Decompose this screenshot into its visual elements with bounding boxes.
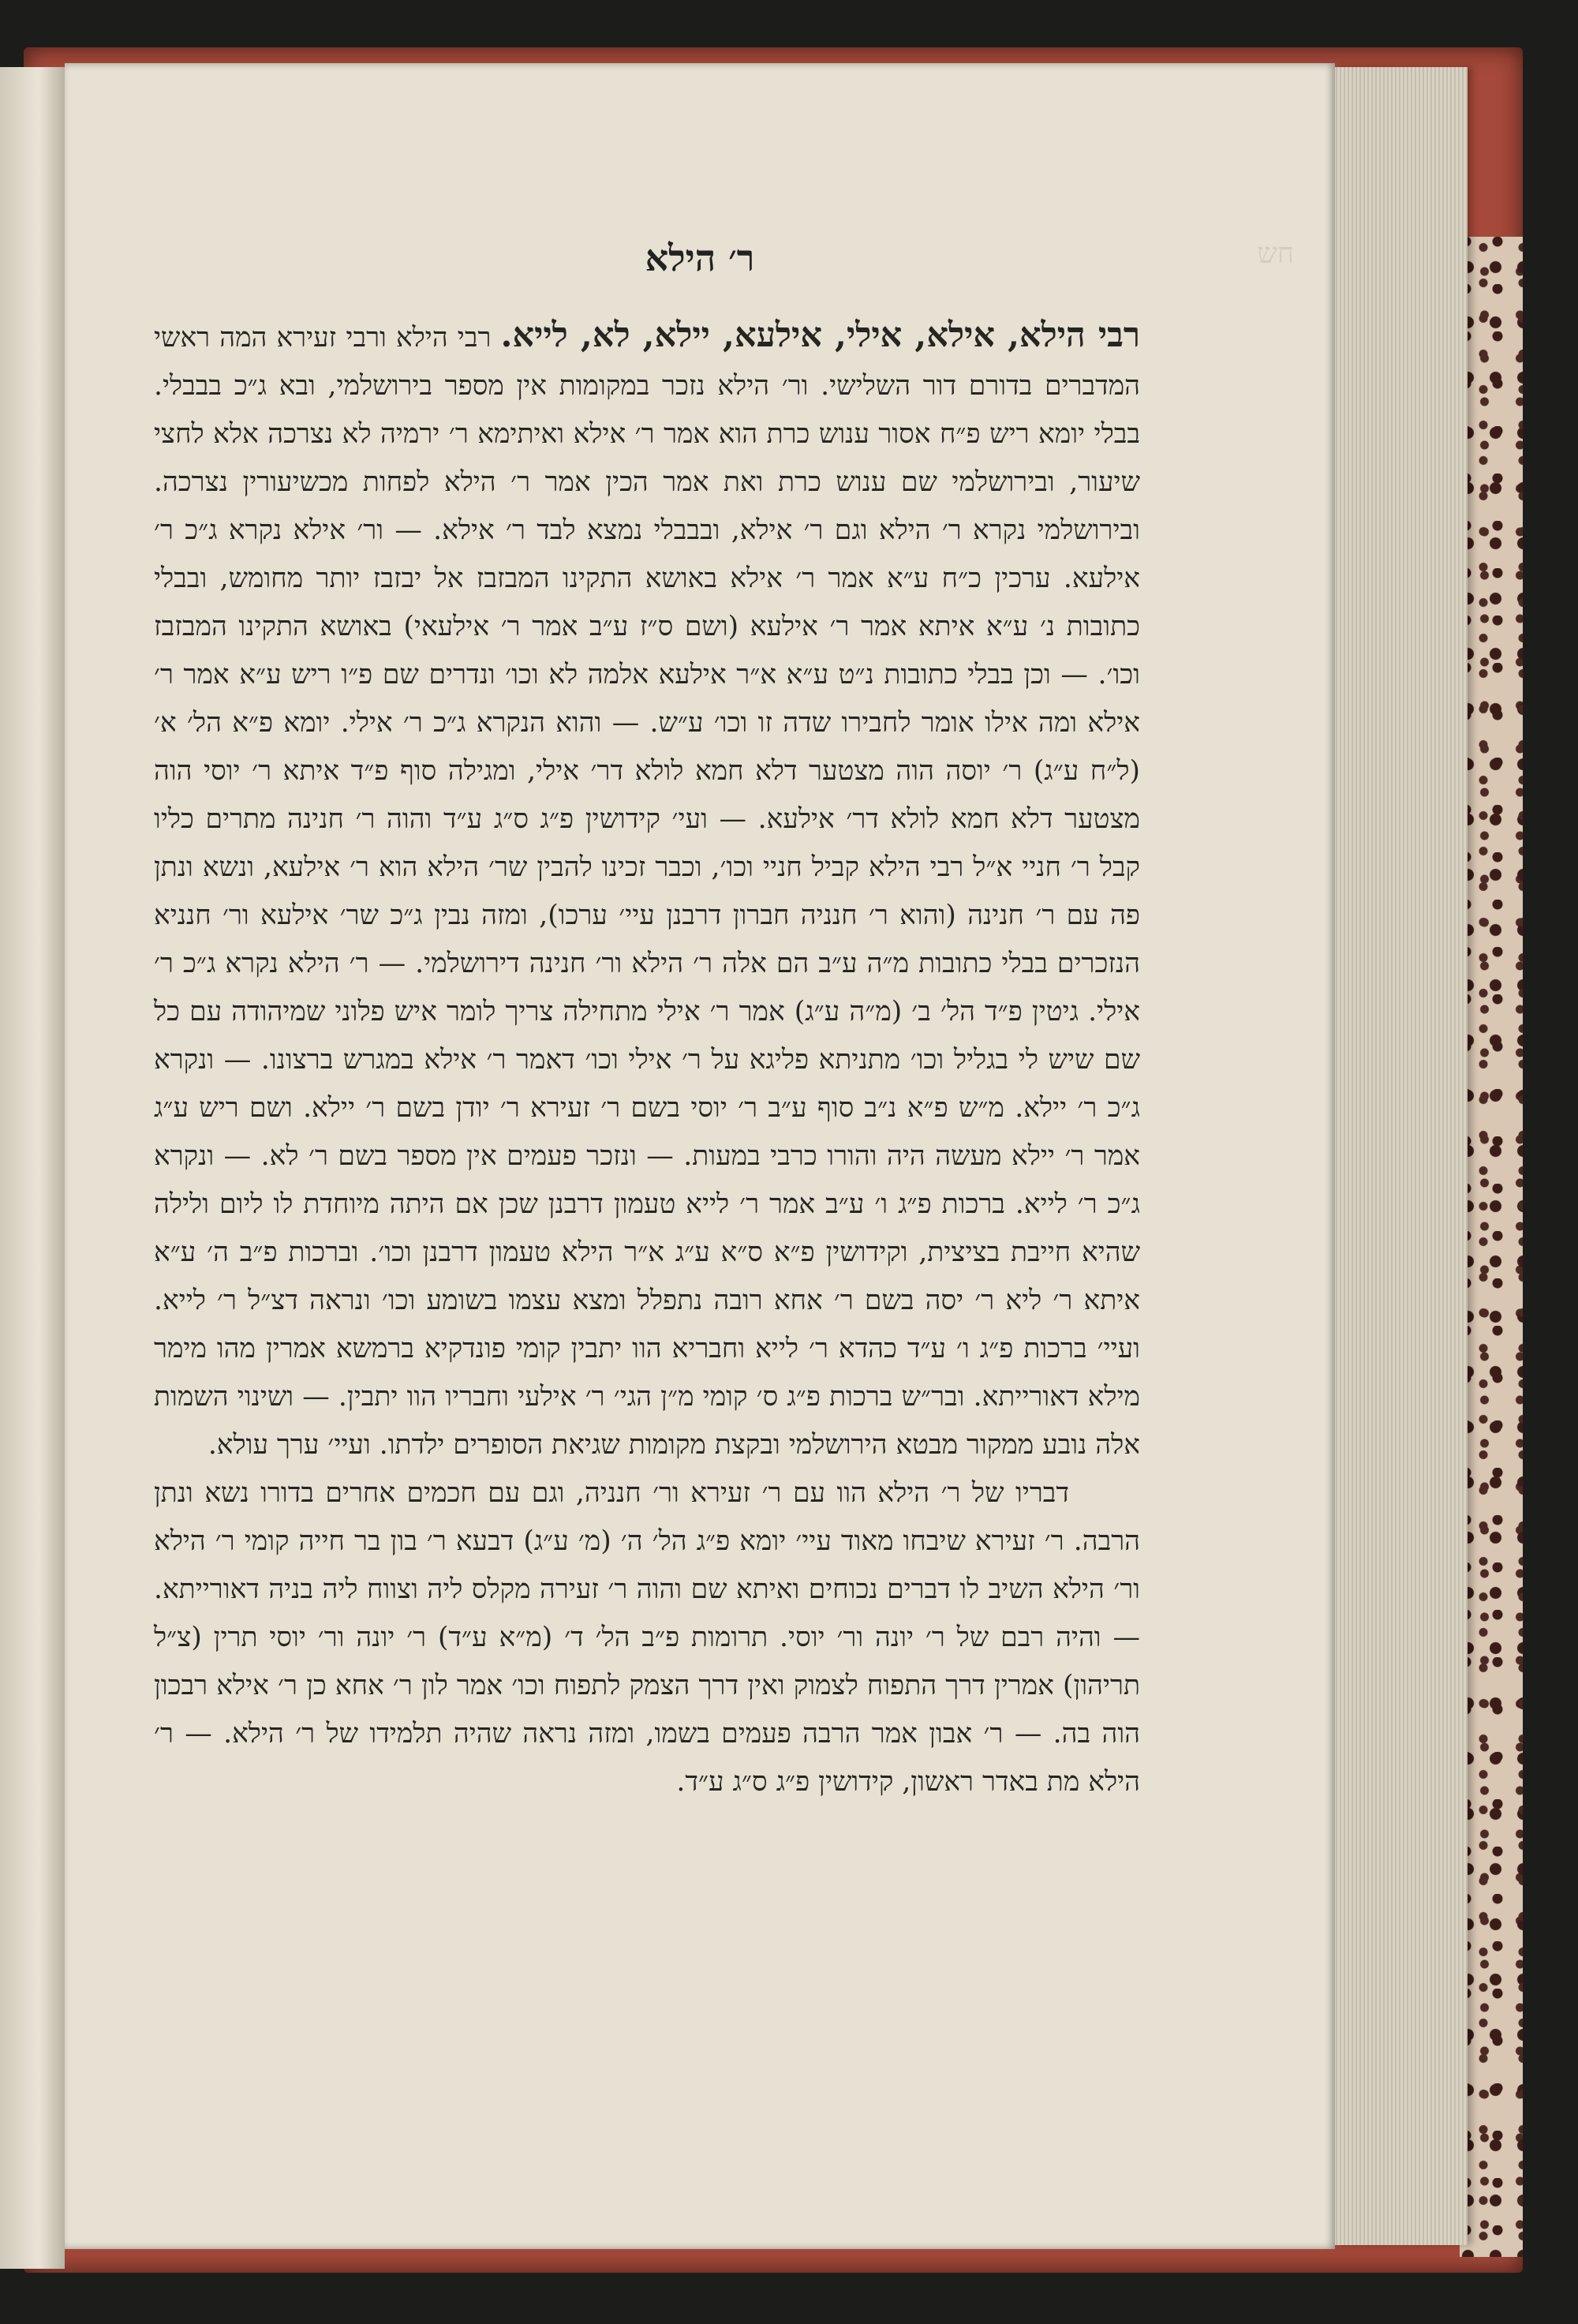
paragraph-2: דבריו של ר׳ הילא הוו עם ר׳ זעירא ור׳ חנניה, וגם עם חכמים אחרים בדורו נשא ונתן הרבה. ר׳ זעירא שיבחו מאוד עיי׳ יומא פ״ג הל׳ ה׳ (מ׳ ע״ג) דבעא ר׳ בון בר חייה קומי ר׳ הילא ור׳ הילא השיב לו דברים נכוחים ואיתא שם והוה ר׳ זעירה מקלס ליה וצווח ליה בניה דאורייתא. — והיה רבם של ר׳ יונה ור׳ יוסי. תרומות פ״ב הל׳ ד׳ (מ״א ע״ד) ר׳ יונה ור׳ יוסי תרין (צ״ל תריהון) אמרין דרך התפוח לצמוק ואין דרך הצמק לתפוח וכו׳ אמר לון ר׳ אחא כן ר׳ אילא רבכון הוה בה. — ר׳ אבון אמר הרבה פעמים בשמו, ומזה נראה שהיה תלמידו של ר׳ הילא. — ר׳ הילא מת באדר ראשון, קידושין פ״ג ס״ג ע״ד. (154, 1477, 1140, 1798)
headword: רבי הילא, אילא, אילי, אילעא, יילא, לא, לייא. (500, 316, 1140, 355)
article-body (154, 312, 1140, 1806)
left-page-edge (0, 67, 65, 2269)
bleed-through-text: חש (1257, 238, 1294, 270)
cover-marbled-edge (1460, 237, 1523, 2257)
page-block-edges (1333, 67, 1468, 2245)
running-head: ר׳ הילא (645, 237, 755, 279)
paragraph-1-text: רבי הילא ורבי זעירא המה ראשי המדברים בדורם דור השלישי. ור׳ הילא נזכר במקומות אין מספר בירושלמי, ובא ג״כ בבבלי. בבלי יומא ריש פ״ח אסור ענוש כרת הוא אמר ר׳ אילא ואיתימא ר׳ ירמיה לא נצרכה אלא לחצי שיעור, ובירושלמי שם ענוש כרת ואת אמר הכין אמר ר׳ הילא לפחות מכשיעורין נצרכה. ובירושלמי נקרא ר׳ הילא וגם ר׳ אילא, ובבבלי נמצא לבד ר׳ אילא. — ור׳ אילא נקרא ג״כ ר׳ אילעא. ערכין כ״ח ע״א אמר ר׳ אילא באושא התקינו המבזבז אל יבזבז יותר מחומש, ובבלי כתובות נ׳ ע״א איתא אמר ר׳ אילעא (ושם ס״ז ע״ב אמר ר׳ אילעאי) באושא התקינו המבזבז וכו׳. — וכן בבלי כתובות נ״ט ע״א א״ר אילעא אלמה לא וכו׳ ונדרים שם פ״ו ריש ע״א אמר ר׳ אילא ומה אילו אומר לחבירו שדה זו וכו׳ ע״ש. — והוא הנקרא ג״כ ר׳ אילי. יומא פ״א הל׳ א׳ (ל״ח ע״ג) ר׳ יוסה הוה מצטער דלא חמא לולא דר׳ אילי, ומגילה סוף פ״ד איתא ר׳ יוסי הוה מצטער דלא חמא לולא דר׳ אילעא. — ועי׳ קידושין פ״ג ס״ג ע״ד והוה ר׳ חנינה מתרים כליו קבל ר׳ חניי א״ל רבי הילא קביל חניי וכו׳, וכבר זכינו להבין שר׳ הילא הוא ר׳ אילעא, ונשא ונתן פה עם ר׳ חנינה (והוא ר׳ חנניה חברון דרבנן עיי׳ ערכו), ומזה נבין ג״כ שר׳ אילעא ור׳ חנניא הנזכרים בבלי כתובות מ״ה ע״ב הם אלה ר׳ הילא ור׳ חנינה דירושלמי. — ר׳ הילא נקרא ג״כ ר׳ אילי. גיטין פ״ד הל׳ ב׳ (מ״ה ע״ג) אמר ר׳ אילי מתחילה צריך לומר איש פלוני שמיהודה עם כל שם שיש לי בגליל וכו׳ מתניתא פליגא על ר׳ אילי וכו׳ דאמר ר׳ אילא במגרש ברצונו. — ונקרא ג״כ ר׳ יילא. מ״ש פ״א נ״ב סוף ע״ב ר׳ יוסי בשם ר׳ זעירא ר׳ יודן בשם ר׳ יילא. ושם ריש ע״ג אמר ר׳ יילא מעשה היה והורו כרבי במעות. — ונזכר פעמים אין מספר בשם ר׳ לא. — ונקרא ג״כ ר׳ לייא. ברכות פ״ג ו׳ ע״ב אמר ר׳ לייא טעמון דרבנן שכן אם היתה מיוחדת לו ליום ולילה שהיא חייבת בציצית, וקידושין פ״א ס״א ע״ג א״ר הילא טעמון דרבנן וכו׳. וברכות פ״ב ה׳ ע״א איתא ר׳ ליא ר׳ יסה בשם ר׳ אחא רובה נתפלל ומצא עצמו בשומע וכו׳ ונראה דצ״ל ר׳ לייא. ועיי׳ ברכות פ״ג ו׳ ע״ד כהדא ר׳ לייא וחבריא הוו יתבין קומי פונדקיא ברמשא אמרין מהו מימר מילא דאורייתא. ובר״ש ברכות פ״ג ס׳ קומי מ״ן הגי׳ ר׳ אילעי וחבריו הוו יתבין. — ושינוי השמות אלה נובע ממקור מבטא הירושלמי ובקצת מקומות שגיאת הסופרים ילדתו. ועיי׳ ערך עולא. (154, 322, 1140, 1461)
paragraph-1 (154, 312, 1140, 1469)
